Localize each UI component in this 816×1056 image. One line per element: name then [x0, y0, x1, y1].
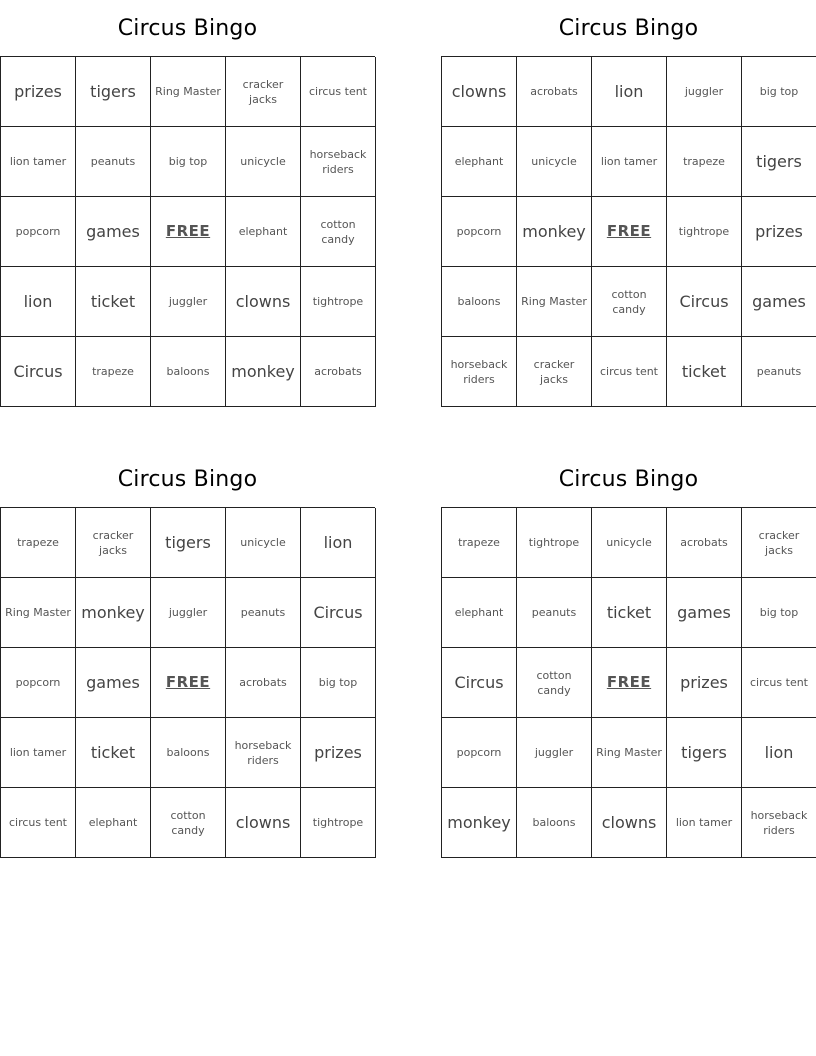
bingo-cell: popcorn — [442, 197, 517, 267]
bingo-card-4 — [441, 451, 816, 858]
free-space-cell: FREE — [592, 648, 667, 718]
bingo-cell: trapeze — [667, 127, 742, 197]
bingo-cell: lion tamer — [1, 127, 76, 197]
bingo-cell: cracker jacks — [517, 337, 592, 407]
bingo-cell: trapeze — [442, 508, 517, 578]
bingo-cell: monkey — [76, 578, 151, 648]
bingo-cell: monkey — [517, 197, 592, 267]
bingo-cell: tightrope — [301, 267, 376, 337]
bingo-cell: clowns — [226, 267, 301, 337]
bingo-cell: horseback riders — [226, 718, 301, 788]
bingo-cell: peanuts — [226, 578, 301, 648]
bingo-cell: popcorn — [1, 197, 76, 267]
card-title: Circus Bingo — [117, 467, 258, 492]
bingo-grid — [441, 507, 816, 858]
bingo-cell: baloons — [151, 337, 226, 407]
bingo-cell: elephant — [226, 197, 301, 267]
bingo-cell: lion — [592, 57, 667, 127]
bingo-cell: cotton candy — [151, 788, 226, 858]
bingo-cell: unicycle — [226, 127, 301, 197]
bingo-cell: ticket — [76, 267, 151, 337]
bingo-cell: Ring Master — [517, 267, 592, 337]
bingo-cell: prizes — [667, 648, 742, 718]
bingo-cell: horseback riders — [442, 337, 517, 407]
bingo-cell: unicycle — [517, 127, 592, 197]
bingo-cell: ticket — [76, 718, 151, 788]
bingo-cell: acrobats — [301, 337, 376, 407]
bingo-cell: prizes — [301, 718, 376, 788]
bingo-cell: cotton candy — [301, 197, 376, 267]
bingo-cell: tigers — [151, 508, 226, 578]
card-title: Circus Bingo — [558, 467, 699, 492]
bingo-cell: trapeze — [1, 508, 76, 578]
bingo-cell: Circus — [1, 337, 76, 407]
bingo-cell: circus tent — [592, 337, 667, 407]
bingo-cell: tightrope — [517, 508, 592, 578]
bingo-cell: acrobats — [226, 648, 301, 718]
bingo-cell: peanuts — [742, 337, 816, 407]
bingo-cell: lion — [1, 267, 76, 337]
bingo-cell: games — [667, 578, 742, 648]
bingo-cell: monkey — [226, 337, 301, 407]
bingo-cell: games — [76, 648, 151, 718]
bingo-cell: elephant — [76, 788, 151, 858]
bingo-cell: big top — [742, 578, 816, 648]
bingo-cell: popcorn — [442, 718, 517, 788]
bingo-cell: baloons — [442, 267, 517, 337]
bingo-cell: Circus — [667, 267, 742, 337]
bingo-grid — [0, 507, 375, 858]
bingo-cell: horseback riders — [742, 788, 816, 858]
bingo-cell: Circus — [301, 578, 376, 648]
card-title: Circus Bingo — [117, 16, 258, 41]
bingo-grid — [0, 56, 375, 407]
bingo-cell: Circus — [442, 648, 517, 718]
bingo-cell: cracker jacks — [226, 57, 301, 127]
bingo-cell: baloons — [517, 788, 592, 858]
free-space-cell: FREE — [151, 648, 226, 718]
bingo-cell: cracker jacks — [742, 508, 816, 578]
bingo-cell: peanuts — [76, 127, 151, 197]
bingo-cell: unicycle — [226, 508, 301, 578]
bingo-cell: peanuts — [517, 578, 592, 648]
bingo-card-3 — [0, 451, 375, 858]
bingo-card-1 — [0, 0, 375, 407]
bingo-cell: big top — [301, 648, 376, 718]
free-space-cell: FREE — [151, 197, 226, 267]
bingo-cell: circus tent — [742, 648, 816, 718]
bingo-cell: trapeze — [76, 337, 151, 407]
bingo-cell: juggler — [151, 578, 226, 648]
bingo-cell: acrobats — [517, 57, 592, 127]
bingo-cell: clowns — [226, 788, 301, 858]
bingo-cell: lion tamer — [1, 718, 76, 788]
bingo-cell: circus tent — [1, 788, 76, 858]
bingo-cell: lion tamer — [592, 127, 667, 197]
bingo-cell: juggler — [151, 267, 226, 337]
bingo-cell: cotton candy — [592, 267, 667, 337]
free-space-cell: FREE — [592, 197, 667, 267]
bingo-card-2 — [441, 0, 816, 407]
bingo-cell: clowns — [442, 57, 517, 127]
bingo-cell: cotton candy — [517, 648, 592, 718]
bingo-cell: juggler — [667, 57, 742, 127]
bingo-cell: tigers — [667, 718, 742, 788]
bingo-cell: ticket — [667, 337, 742, 407]
bingo-cell: games — [742, 267, 816, 337]
bingo-cell: circus tent — [301, 57, 376, 127]
bingo-cell: elephant — [442, 578, 517, 648]
bingo-cell: big top — [742, 57, 816, 127]
bingo-cell: tigers — [742, 127, 816, 197]
bingo-cell: horseback riders — [301, 127, 376, 197]
bingo-cell: Ring Master — [592, 718, 667, 788]
bingo-cell: baloons — [151, 718, 226, 788]
bingo-cell: ticket — [592, 578, 667, 648]
bingo-cell: acrobats — [667, 508, 742, 578]
bingo-cell: monkey — [442, 788, 517, 858]
card-title: Circus Bingo — [558, 16, 699, 41]
bingo-cell: Ring Master — [151, 57, 226, 127]
bingo-cell: unicycle — [592, 508, 667, 578]
bingo-cell: big top — [151, 127, 226, 197]
bingo-cell: tightrope — [301, 788, 376, 858]
bingo-cell: elephant — [442, 127, 517, 197]
bingo-grid — [441, 56, 816, 407]
bingo-cell: tightrope — [667, 197, 742, 267]
bingo-cell: clowns — [592, 788, 667, 858]
bingo-cell: lion — [742, 718, 816, 788]
bingo-cell: Ring Master — [1, 578, 76, 648]
bingo-cell: lion tamer — [667, 788, 742, 858]
bingo-cell: lion — [301, 508, 376, 578]
bingo-cell: popcorn — [1, 648, 76, 718]
bingo-cell: cracker jacks — [76, 508, 151, 578]
bingo-cell: tigers — [76, 57, 151, 127]
bingo-cell: prizes — [742, 197, 816, 267]
bingo-cell: juggler — [517, 718, 592, 788]
bingo-cell: games — [76, 197, 151, 267]
bingo-cell: prizes — [1, 57, 76, 127]
